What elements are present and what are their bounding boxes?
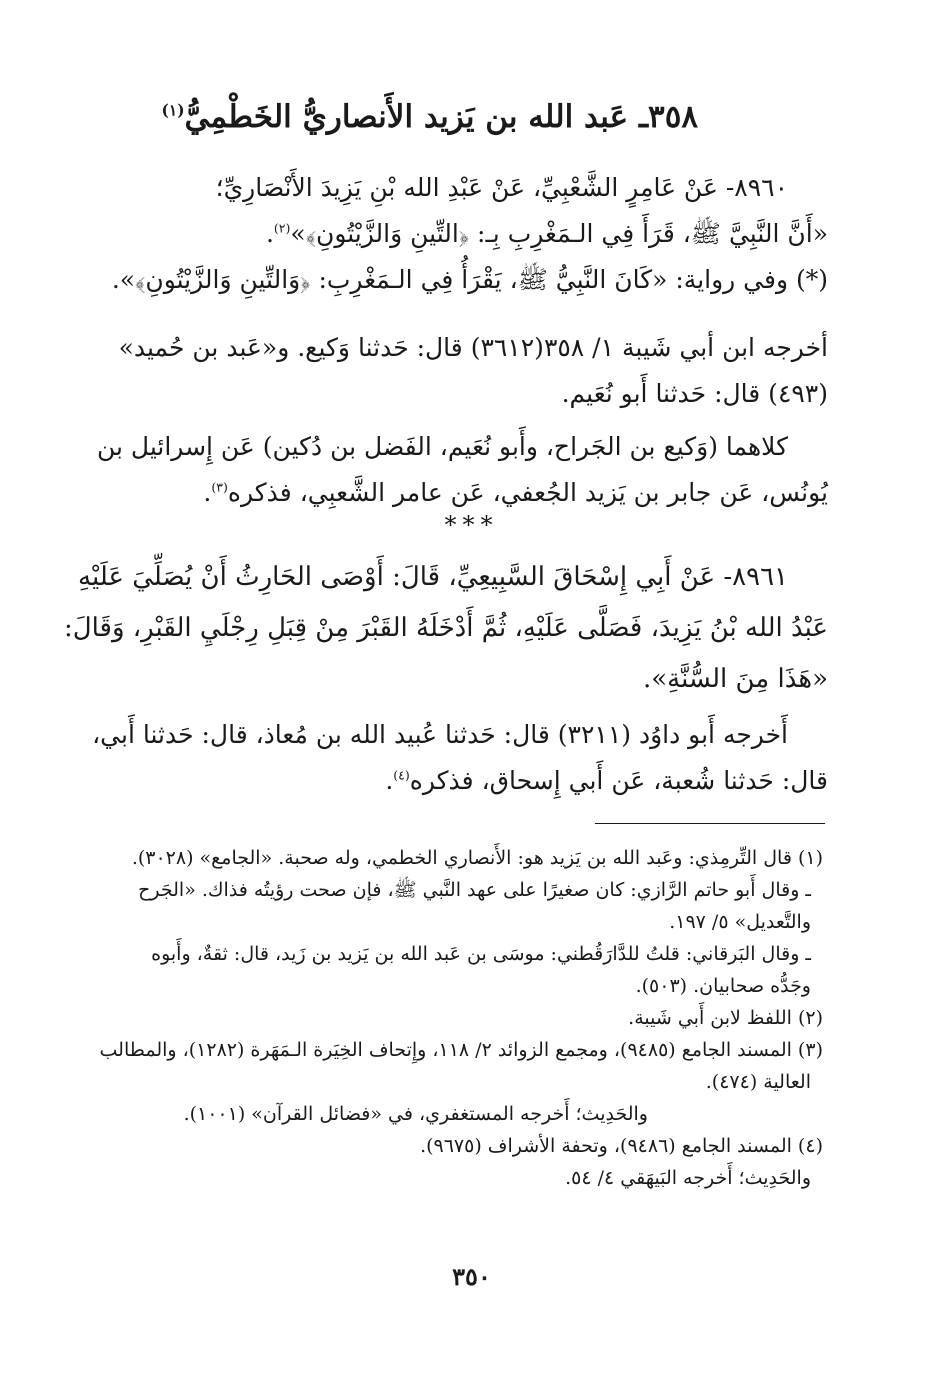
riwaya-line: (*) وفي رواية: «كَانَ النَّبِيُّ ﷺ، يَقْرَأُ فِي الـمَغْرِبِ: ﴿وَالتِّينِ وَالزَّيْتُونِ﴾». [111,265,828,294]
footnote-ref: (٢) [273,220,291,236]
footnote-ref: (٤) [393,767,410,783]
footnote-2: (٢) اللفظ لابن أَبي شَيبة. [628,1007,823,1029]
footnote-line: وجَدُّه صحابيان. (٥٠٣). [635,975,811,997]
hadith-line: ٨٩٦١- عَنْ أَبِي إِسْحَاقَ السَّبِيعِيِّ، قَالَ: أَوْصَى الحَارِثُ أَنْ يُصَلِّيَ عَلَيْهِ [78,562,788,592]
hadith-text: «أَنَّ النَّبِيَّ ﷺ، قَرَأَ فِي الـمَغْرِبِ بِـ: ﴿التِّينِ وَالزَّيْتُونِ﴾» [290,219,828,248]
footnote-ref: (٣) [211,479,228,495]
takhrij-line: أَخرجه أَبو داوُد (٣٢١١) قال: حَدثنا عُبيد الله بن مُعاذ، قال: حَدثنا أَبي، [92,720,788,749]
takhrij-text: قال: حَدثنا شُعبة، عَن أَبي إِسحاق، فذكره [409,766,828,795]
takhrij-line: أخرجه ابن أبي شَيبة ١/ ٣٥٨(٣٦١٢) قال: حَدثنا وَكيع. و«عَبد بن حُميد» [118,333,828,362]
punctuation: . [265,219,274,248]
heading-text: ٣٥٨ـ عَبد الله بن يَزيد الأَنصاريُّ الخَطْمِيُّ [184,99,698,135]
hadith-line: ٨٩٦٠- عَنْ عَامِرٍ الشَّعْبِيِّ، عَنْ عَبْدِ الله بْنِ يَزِيدَ الأَنْصَارِيِّ؛ [215,173,788,202]
footnotes [85,842,823,1194]
takhrij-8961 [80,712,828,804]
takhrij-8960 [80,325,828,417]
takhrij-line [80,758,828,804]
isnad-text: يُونُس، عَن جابر بن يَزيد الجُعفي، عَن عامر الشَّعبِي، فذكره [227,478,828,507]
footnote-4: (٤) المسند الجامع (٩٤٨٦)، وتحفة الأشراف (٩٦٧٥). [420,1135,823,1157]
hadith-8961 [63,552,828,705]
footnote-1: (١) قال التِّرمِذي: وعَبد الله بن يَزيد هو: الأَنصاري الخطمي، وله صحبة. «الجامع» (٣٠٢٨). [131,847,823,869]
hadith-line [80,211,828,257]
heading-footnote-ref: (١) [161,100,185,120]
footnote-3: (٣) المسند الجامع (٩٤٨٥)، ومجمع الزوائد ٢/ ١١٨، وإِتحاف الخِيَرة الـمَهَرة (١٢٨٢)، والمطالب [99,1039,823,1061]
footnote-line: العالية (٤٧٤). [705,1071,811,1093]
footnote-line: والحَدِيث؛ أَخرجه المستغفري، في «فضائل القرآن» (١٠٠١). [183,1103,648,1125]
footnote-divider [595,823,825,824]
hadith-line: عَبْدُ الله بْنُ يَزِيدَ، فَصَلَّى عَلَيْهِ، ثُمَّ أَدْخَلَهُ القَبْرَ مِنْ قِبَلِ رِجْلَيِ القَبْرِ، وَقَالَ: [63,613,828,643]
footnote-line: ـ وقال أَبو حاتم الرَّازي: كان صغيرًا على عهد النَّبي ﷺ، فإن صحت رؤيتُه فذاك. «الجَرح [138,879,811,901]
footnote-line: والتَّعديل» ٥/ ١٩٧. [669,911,811,933]
page-number: ٣٥٠ [452,1262,491,1291]
punctuation: . [385,766,394,795]
footnote-line: ـ وقال البَرقاني: قلتُ للدَّارَقُطني: موسَى بن عَبد الله بن يَزيد بن زَيد، قال: ثقةٌ، وأَبوه [151,943,811,965]
punctuation: . [203,478,212,507]
hadith-line: «هَذَا مِنَ السُّنَّةِ». [642,664,828,694]
isnad-summary [80,424,828,516]
footnote-line: والحَدِيث؛ أَخرجه البَيهَقي ٤/ ٥٤. [565,1167,811,1189]
entry-heading [90,95,698,139]
hadith-8960 [80,165,828,303]
isnad-line: كلاهما (وَكيع بن الجَراح، وأَبو نُعَيم، الفَضل بن دُكين) عَن إِسرائيل بن [96,432,788,461]
section-separator: *** [444,511,499,539]
takhrij-line: (٤٩٣) قال: حَدثنا أَبو نُعَيم. [561,379,828,408]
